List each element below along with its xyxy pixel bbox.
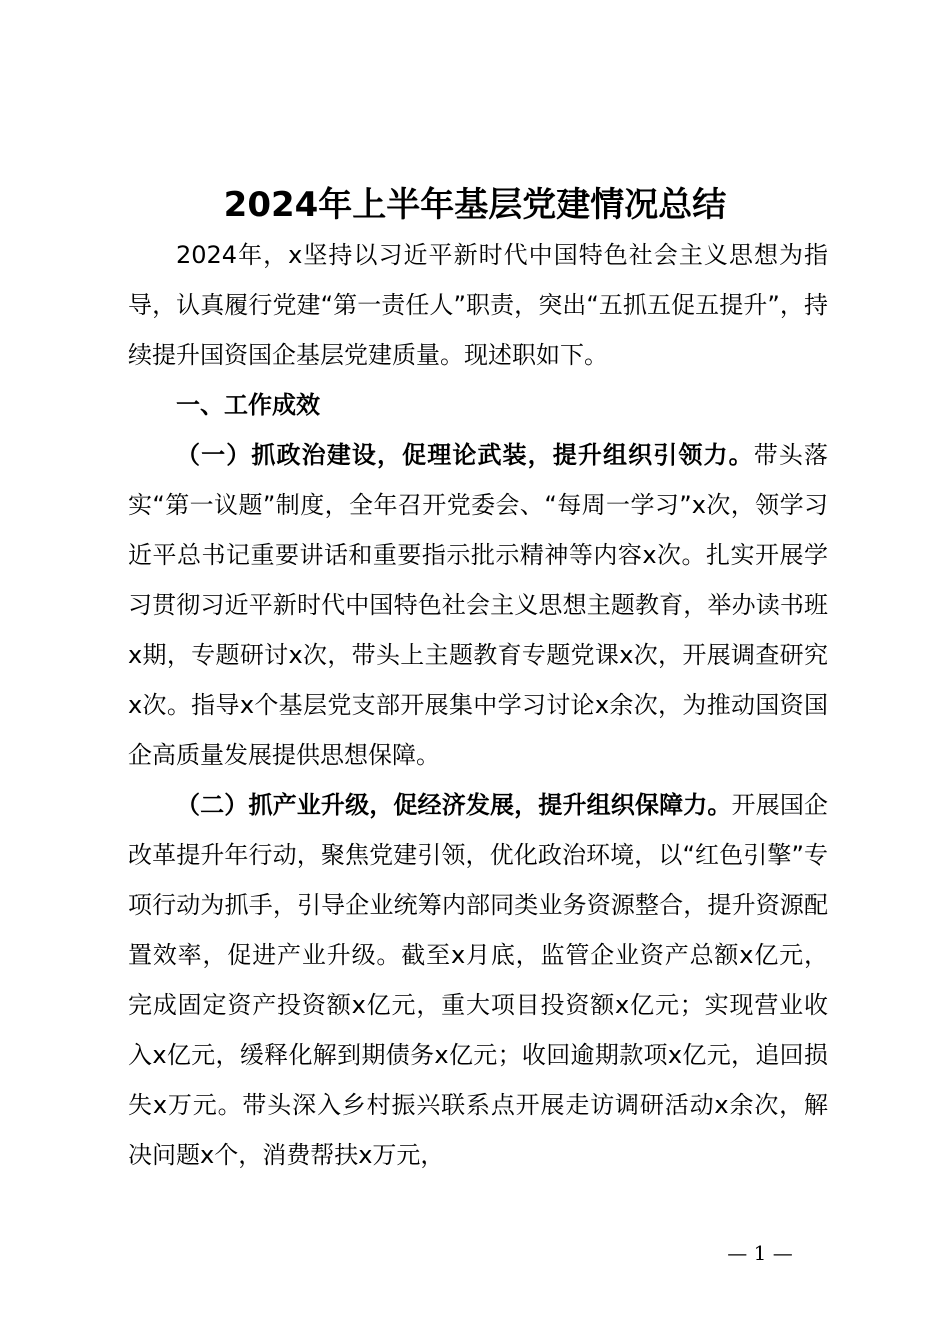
paragraph-industry-upgrade xyxy=(128,780,828,1180)
paragraph-lead: （二）抓产业升级，促经济发展，提升组织保障力。 xyxy=(176,791,732,819)
page-number: — 1 — xyxy=(727,1241,793,1265)
document-title: 2024年上半年基层党建情况总结 xyxy=(223,185,727,225)
intro-paragraph: 2024年，x坚持以习近平新时代中国特色社会主义思想为指导，认真履行党建“第一责任人”职责，突出“五抓五促五提升”，持续提升国资国企基层党建质量。现述职如下。 xyxy=(128,241,828,369)
paragraph-political-building xyxy=(128,430,828,780)
paragraph-lead: （一）抓政治建设，促理论武装，提升组织引领力。 xyxy=(176,441,754,469)
document-body xyxy=(128,230,828,1180)
section-heading: 一、工作成效 xyxy=(176,391,320,419)
paragraph-text: 开展国企改革提升年行动，聚焦党建引领，优化政治环境，以“红色引擎”专项行动为抓手，引导企业统筹内部同类业务资源整合，提升资源配置效率，促进产业升级。截至x月底，监管企业资产总额x亿元，完成固定资产投资额x亿元，重大项目投资额x亿元；实现营业收入x亿元，缓释化解到期债务x亿元；收回逾期款项x亿元，追回损失x万元。带头深入乡村振兴联系点开展走访调研活动x余次，解决问题x个，消费帮扶x万元， xyxy=(128,791,829,1169)
paragraph-text: 带头落实“第一议题”制度，全年召开党委会、“每周一学习”x次，领学习近平总书记重要讲话和重要指示批示精神等内容x次。扎实开展学习贯彻习近平新时代中国特色社会主义思想主题教育，举办读书班x期，专题研讨x次，带头上主题教育专题党课x次，开展调查研究x次。指导x个基层党支部开展集中学习讨论x余次，为推动国资国企高质量发展提供思想保障。 xyxy=(128,441,829,769)
